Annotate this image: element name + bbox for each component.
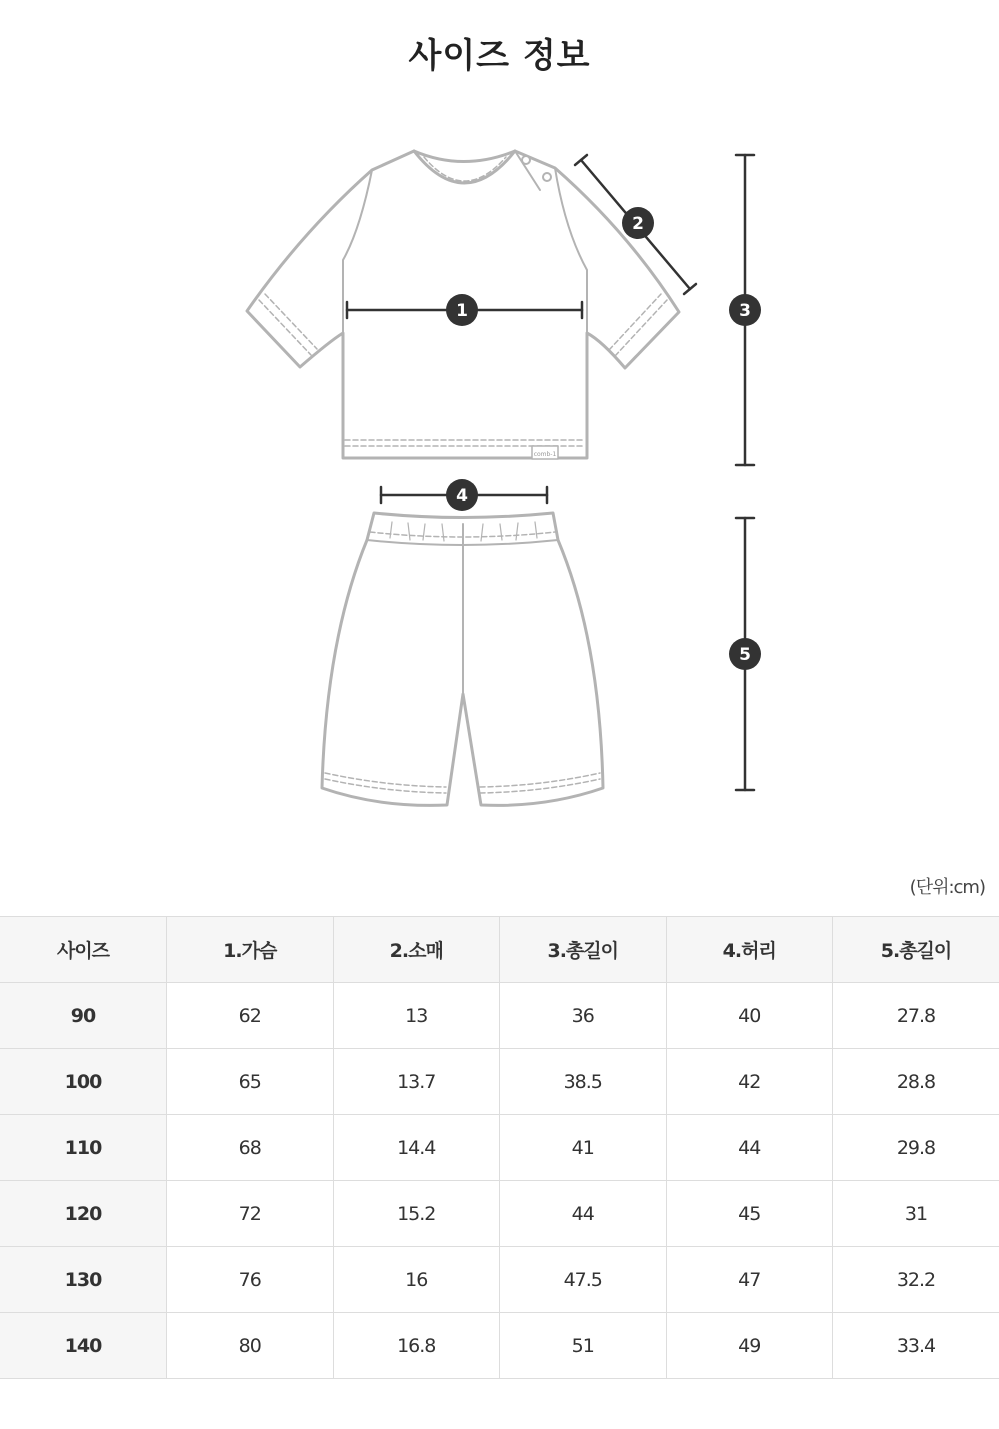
table-cell: 44 xyxy=(666,1115,833,1181)
table-cell: 80 xyxy=(167,1313,334,1379)
header-size: 사이즈 xyxy=(0,917,167,983)
measure-marker-3 xyxy=(729,294,761,326)
svg-text:5: 5 xyxy=(739,645,751,665)
table-cell: 65 xyxy=(167,1049,334,1115)
table-row xyxy=(0,1049,999,1115)
header-sleeve: 2.소매 xyxy=(333,917,500,983)
svg-text:4: 4 xyxy=(456,486,468,506)
size-cell: 140 xyxy=(0,1313,167,1379)
table-row xyxy=(0,983,999,1049)
table-cell: 47.5 xyxy=(500,1247,667,1313)
measure-marker-4 xyxy=(446,479,478,511)
table-cell: 72 xyxy=(167,1181,334,1247)
table-cell: 76 xyxy=(167,1247,334,1313)
size-cell: 110 xyxy=(0,1115,167,1181)
svg-text:2: 2 xyxy=(632,214,644,234)
size-table xyxy=(0,916,999,1379)
size-cell: 130 xyxy=(0,1247,167,1313)
header-chest: 1.가슴 xyxy=(167,917,334,983)
table-cell: 68 xyxy=(167,1115,334,1181)
table-cell: 51 xyxy=(500,1313,667,1379)
table-row xyxy=(0,1313,999,1379)
table-cell: 16 xyxy=(333,1247,500,1313)
svg-text:3: 3 xyxy=(739,301,751,321)
measure-marker-5 xyxy=(729,638,761,670)
table-cell: 31 xyxy=(833,1181,999,1247)
measure-marker-1 xyxy=(446,294,478,326)
table-cell: 29.8 xyxy=(833,1115,999,1181)
table-cell: 27.8 xyxy=(833,983,999,1049)
table-cell: 36 xyxy=(500,983,667,1049)
table-cell: 62 xyxy=(167,983,334,1049)
size-cell: 120 xyxy=(0,1181,167,1247)
unit-label: (단위:cm) xyxy=(909,877,985,898)
table-header-row xyxy=(0,917,999,983)
table-cell: 47 xyxy=(666,1247,833,1313)
table-cell: 32.2 xyxy=(833,1247,999,1313)
table-cell: 40 xyxy=(666,983,833,1049)
table-cell: 13.7 xyxy=(333,1049,500,1115)
header-waist: 4.허리 xyxy=(666,917,833,983)
page-title: 사이즈 정보 xyxy=(408,36,591,76)
svg-text:1: 1 xyxy=(456,301,468,321)
table-cell: 41 xyxy=(500,1115,667,1181)
table-row xyxy=(0,1115,999,1181)
table-row xyxy=(0,1247,999,1313)
garment-tag-label: comb-1 xyxy=(533,451,557,458)
table-cell: 44 xyxy=(500,1181,667,1247)
size-cell: 100 xyxy=(0,1049,167,1115)
table-cell: 13 xyxy=(333,983,500,1049)
table-cell: 14.4 xyxy=(333,1115,500,1181)
table-cell: 45 xyxy=(666,1181,833,1247)
shorts-illustration xyxy=(322,513,603,805)
table-cell: 38.5 xyxy=(500,1049,667,1115)
table-cell: 33.4 xyxy=(833,1313,999,1379)
table-cell: 42 xyxy=(666,1049,833,1115)
table-cell: 15.2 xyxy=(333,1181,500,1247)
measure-marker-2 xyxy=(622,207,654,239)
header-top-length: 3.총길이 xyxy=(500,917,667,983)
table-cell: 16.8 xyxy=(333,1313,500,1379)
size-cell: 90 xyxy=(0,983,167,1049)
table-row xyxy=(0,1181,999,1247)
table-cell: 28.8 xyxy=(833,1049,999,1115)
header-bottom-length: 5.총길이 xyxy=(833,917,999,983)
table-cell: 49 xyxy=(666,1313,833,1379)
